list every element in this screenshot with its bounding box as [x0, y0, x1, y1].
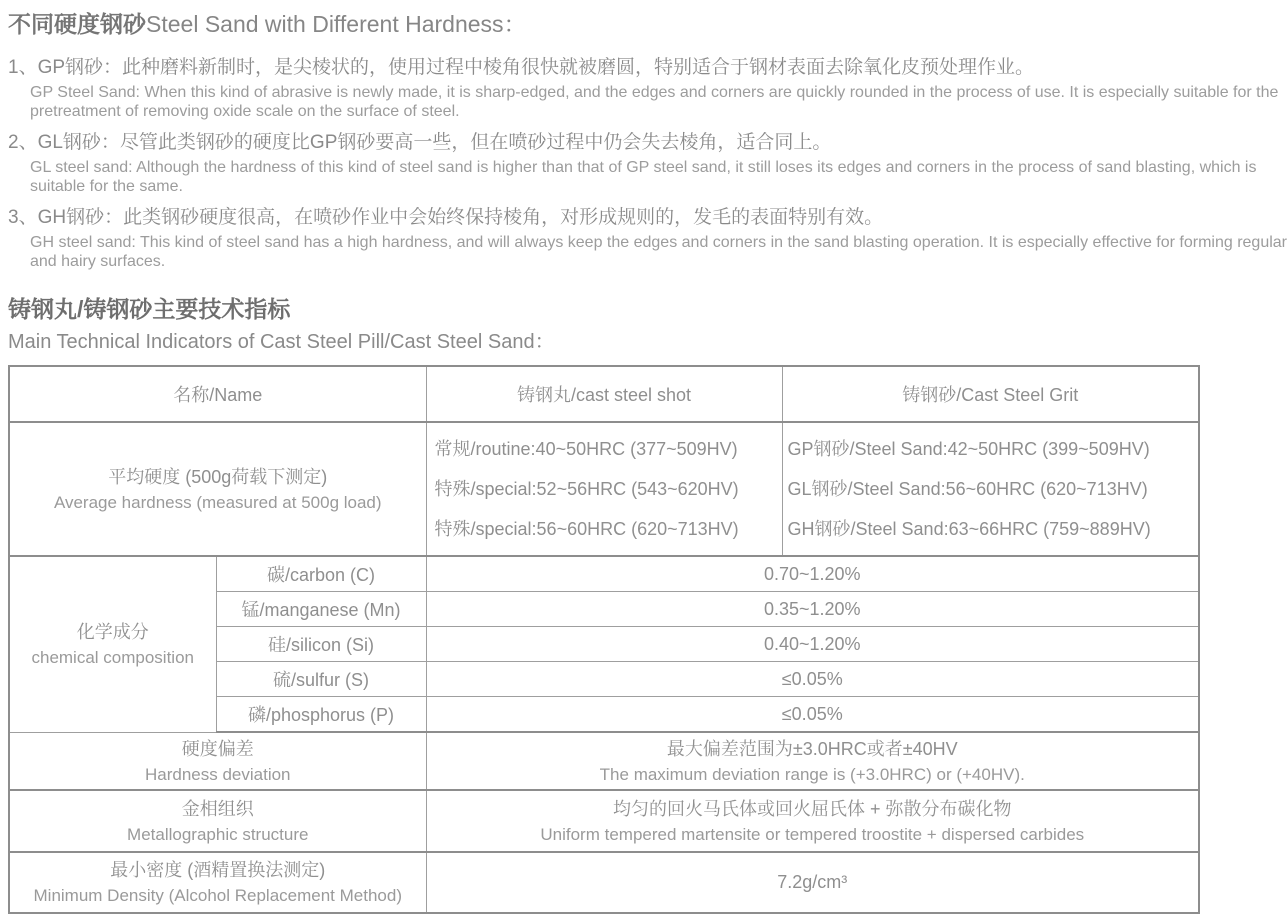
chem-row-carbon — [9, 556, 1199, 592]
intro-item-gh-en — [30, 233, 1287, 271]
header-cell-grit: 铸钢砂/Cast Steel Grit — [782, 366, 1199, 422]
deviation-label-cell — [9, 732, 426, 790]
density-label-cn: 最小密度 (酒精置换法测定) — [110, 860, 326, 880]
intro-item-gl-cn: 2、GL钢砂：尽管此类钢砂的硬度比GP钢砂要高一些，但在喷砂过程中仍会失去棱角，适合同上。 — [8, 132, 832, 153]
intro-item-gp-en-line1: GP Steel Sand: When this kind of abrasive is newly made, it is sharp-edged, and the edges and corners are quickly rounded in the process of use. It is especially suitable for the — [30, 84, 1279, 101]
spec-table — [8, 365, 1200, 914]
deviation-value-cell — [426, 732, 1199, 790]
grit-line-gp: GP钢砂/Steel Sand:42~50HRC (399~509HV) — [787, 439, 1150, 459]
chem-label-cell — [9, 556, 216, 732]
intro-item-gp-en — [30, 83, 1279, 121]
structure-value-cell — [426, 790, 1199, 852]
intro-item-gh-cn: 3、GH钢砂：此类钢砂硬度很高，在喷砂作业中会始终保持棱角，对形成规则的，发毛的表面特别有效。 — [8, 207, 884, 228]
grit-line-gl: GL钢砂/Steel Sand:56~60HRC (620~713HV) — [787, 479, 1148, 499]
avg-hardness-label-en: Average hardness (measured at 500g load) — [53, 492, 382, 512]
avg-hardness-shot-cell — [426, 422, 782, 556]
chem-element-manganese: 锰/manganese (Mn) — [216, 592, 426, 627]
table-header-row — [9, 366, 1199, 422]
chem-value-silicon: 0.40~1.20% — [426, 627, 1199, 662]
intro-item-gl-en-line2: suitable for the same. — [30, 178, 183, 195]
avg-hardness-label-cn: 平均硬度 (500g荷载下测定) — [108, 466, 328, 487]
page-title-en: Steel Sand with Different Hardness： — [146, 11, 527, 37]
intro-item-gp-cn: 1、GP钢砂：此种磨料新制时，是尖棱状的，使用过程中棱角很快就被磨圆，特别适合于钢材表面去除氧化皮预处理作业。 — [8, 57, 1035, 78]
page-title-cn: 不同硬度钢砂 — [8, 11, 146, 37]
deviation-label-cn: 硬度偏差 — [181, 738, 254, 759]
structure-label-cell — [9, 790, 426, 852]
spec-subtitle-en: Main Technical Indicators of Cast Steel Pill/Cast Steel Sand： — [8, 331, 555, 353]
header-cell-name: 名称/Name — [9, 366, 426, 422]
shot-line-special2: 特殊/special:56~60HRC (620~713HV) — [434, 519, 739, 539]
chem-element-sulfur: 硫/sulfur (S) — [216, 662, 426, 697]
chem-value-sulfur: ≤0.05% — [426, 662, 1199, 697]
structure-value-en: Uniform tempered martensite or tempered troostite + dispersed carbides — [540, 824, 1085, 844]
min-density-row — [9, 852, 1199, 913]
intro-item-gp-en-line2: pretreatment of removing oxide scale on the surface of steel. — [30, 103, 460, 120]
avg-hardness-grit-cell — [782, 422, 1199, 556]
deviation-label-en: Hardness deviation — [144, 764, 291, 784]
deviation-value-en: The maximum deviation range is (+3.0HRC) or (+40HV). — [599, 764, 1025, 784]
intro-item-gl — [8, 130, 1257, 196]
chem-value-manganese: 0.35~1.20% — [426, 592, 1199, 627]
chem-element-silicon: 硅/silicon (Si) — [216, 627, 426, 662]
intro-item-gh-en-line1: GH steel sand: This kind of steel sand has a high hardness, and will always keep the edges and corners in the sand blasting operation. It is especially effective for forming regular — [30, 234, 1287, 251]
intro-item-gl-en — [30, 158, 1257, 196]
density-label-cell — [9, 852, 426, 913]
chem-value-carbon: 0.70~1.20% — [426, 556, 1199, 592]
avg-hardness-label-cell — [9, 422, 426, 556]
structure-value-cn: 均匀的回火马氏体或回火屈氏体 + 弥散分布碳化物 — [613, 798, 1012, 819]
structure-label-en: Metallographic structure — [127, 824, 309, 844]
chem-label-cn: 化学成分 — [76, 621, 149, 642]
header-cell-shot: 铸钢丸/cast steel shot — [426, 366, 782, 422]
intro-item-gh — [8, 205, 1287, 271]
shot-line-special1: 特殊/special:52~56HRC (543~620HV) — [434, 479, 739, 499]
metallographic-row — [9, 790, 1199, 852]
density-label-en: Minimum Density (Alcohol Replacement Method) — [33, 886, 402, 905]
page-title — [8, 10, 1200, 38]
grit-line-gh: GH钢砂/Steel Sand:63~66HRC (759~889HV) — [787, 519, 1151, 539]
deviation-value-cn: 最大偏差范围为±3.0HRC或者±40HV — [666, 738, 958, 759]
spec-title-cn: 铸钢丸/铸钢砂主要技术指标 — [8, 296, 291, 322]
chem-element-phosphorus: 磷/phosphorus (P) — [216, 697, 426, 733]
chem-value-phosphorus: ≤0.05% — [426, 697, 1199, 733]
density-value-cell: 7.2g/cm³ — [426, 852, 1199, 913]
intro-item-gh-en-line2: and hairy surfaces. — [30, 253, 166, 270]
chem-element-carbon: 碳/carbon (C) — [216, 556, 426, 592]
intro-item-gl-en-line1: GL steel sand: Although the hardness of this kind of steel sand is higher than that of GP steel sand, it still loses its edges and corners in the process of sand blasting, which is — [30, 159, 1257, 176]
avg-hardness-row — [9, 422, 1199, 556]
intro-item-gp — [8, 55, 1279, 121]
shot-line-routine: 常规/routine:40~50HRC (377~509HV) — [434, 439, 738, 459]
hardness-deviation-row — [9, 732, 1199, 790]
chem-label-en: chemical composition — [31, 647, 194, 667]
structure-label-cn: 金相组织 — [181, 798, 254, 819]
